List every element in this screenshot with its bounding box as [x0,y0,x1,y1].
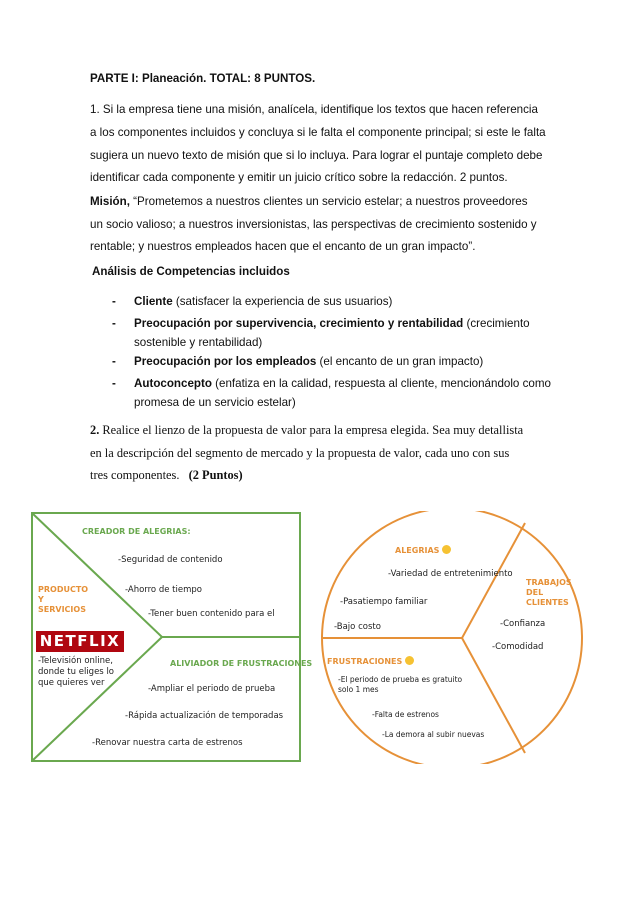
analysis-item-3 [134,353,483,370]
trabajos-item-1: -Confianza [500,619,546,629]
q2-line-2: en la descripción del segmento de mercado y la propuesta de valor, cada uno con sus [90,446,510,460]
q1-line-3: sugiera un nuevo texto de misión que si lo incluya. Para lograr el puntaje completo debe [90,149,543,162]
netflix-logo: NETFLIX [36,631,124,652]
producto-item-3: que quieres ver [38,678,105,688]
analysis-item-4-cont: promesa de un servicio estelar) [134,396,296,409]
mission-line-1 [90,193,528,210]
q2-line-3 [90,467,243,484]
producto-items [38,656,114,689]
producto-title [38,585,88,615]
analysis-item-1-rest: (satisfacer la experiencia de sus usuarios) [172,295,393,308]
q1-line-2: a los componentes incluidos y concluya si le falta el componente principal; si este le falta [90,126,546,139]
q2-line-1 [90,422,523,439]
analysis-item-2-bold: Preocupación por supervivencia, crecimiento y rentabilidad [134,317,464,330]
happy-face-icon [442,545,451,554]
trabajos-title [526,578,572,608]
aliviador-item-1: -Ampliar el periodo de prueba [148,684,276,694]
analysis-item-3-rest: (el encanto de un gran impacto) [316,355,484,368]
value-proposition-canvas [30,511,610,764]
alegrias-item-3: -Bajo costo [334,622,381,632]
q2-line-1-text: Realice el lienzo de la propuesta de valor para la empresa elegida. Sea muy detallista [99,423,524,437]
analysis-item-2-cont: sostenible y rentabilidad) [134,336,263,349]
producto-title-2: Y [38,595,44,604]
bullet-1: - [112,295,116,308]
frustraciones-item-1 [338,675,462,695]
mission-text-1: “Prometemos a nuestros clientes un servicio estelar; a nuestros proveedores [133,195,528,208]
producto-item-2: donde tu eliges lo [38,667,115,677]
creador-title: CREADOR DE ALEGRIAS: [82,527,191,536]
bullet-4: - [112,377,116,390]
analysis-item-4 [134,375,551,392]
trabajos-title-2: DEL [526,588,544,597]
producto-item-1: -Televisión online, [38,656,113,666]
q1-line-4: identificar cada componente y emitir un juicio crítico sobre la redacción. 2 puntos. [90,171,508,184]
q2-number: 2. [90,423,100,437]
frustraciones-item-1-line-2: solo 1 mes [338,685,379,694]
analysis-item-4-bold: Autoconcepto [134,377,212,390]
aliviador-item-3: -Renovar nuestra carta de estrenos [92,738,243,748]
bullet-2: - [112,317,116,330]
frustraciones-item-1-line-1: -El periodo de prueba es gratuito [338,675,463,684]
analysis-item-1 [134,293,392,310]
trabajos-title-3: CLIENTES [526,598,569,607]
producto-title-3: SERVICIOS [38,605,86,614]
frustraciones-item-2: -Falta de estrenos [372,710,439,719]
bullet-3: - [112,355,116,368]
q2-points: (2 Puntos) [188,468,243,482]
alegrias-item-1: -Variedad de entretenimiento [388,569,513,579]
analysis-item-4-rest: (enfatiza en la calidad, respuesta al cliente, mencionándolo como [211,377,551,390]
trabajos-title-1: TRABAJOS [526,578,572,587]
analysis-item-1-bold: Cliente [134,295,173,308]
frustraciones-title-text: FRUSTRACIONES [327,657,403,666]
trabajos-item-2: -Comodidad [492,642,544,652]
producto-title-1: PRODUCTO [38,585,89,594]
alegrias-title-text: ALEGRIAS [395,546,440,555]
analysis-title: Análisis de Competencias incluidos [92,265,290,278]
q1-line-1: 1. Si la empresa tiene una misión, analícela, identifique los textos que hacen referencia [90,103,538,116]
analysis-item-3-bold: Preocupación por los empleados [134,355,317,368]
q2-line-3-text: tres componentes. [90,468,180,482]
sad-face-icon [405,656,414,665]
mission-line-3: rentable; y nuestros empleados hacen que el encanto de un gran impacto”. [90,240,476,253]
frustraciones-item-3: -La demora al subir nuevas [382,730,485,739]
creador-item-2: -Ahorro de tiempo [125,585,202,595]
aliviador-item-2: -Rápida actualización de temporadas [125,711,284,721]
alegrias-title [395,545,451,555]
creador-item-3: -Tener buen contenido para el [148,609,275,619]
mission-label: Misión, [90,195,130,208]
aliviador-title: ALIVIADOR DE FRUSTRACIONES [170,659,313,668]
frustraciones-title [327,656,414,666]
part-title: PARTE I: Planeación. TOTAL: 8 PUNTOS. [90,72,316,85]
alegrias-item-2: -Pasatiempo familiar [340,597,428,607]
mission-line-2: un socio valioso; a nuestros inversionistas, las perspectivas de crecimiento sostenido y [90,218,537,231]
analysis-item-2-rest: (crecimiento [463,317,530,330]
analysis-item-2 [134,315,530,332]
creador-item-1: -Seguridad de contenido [118,555,223,565]
